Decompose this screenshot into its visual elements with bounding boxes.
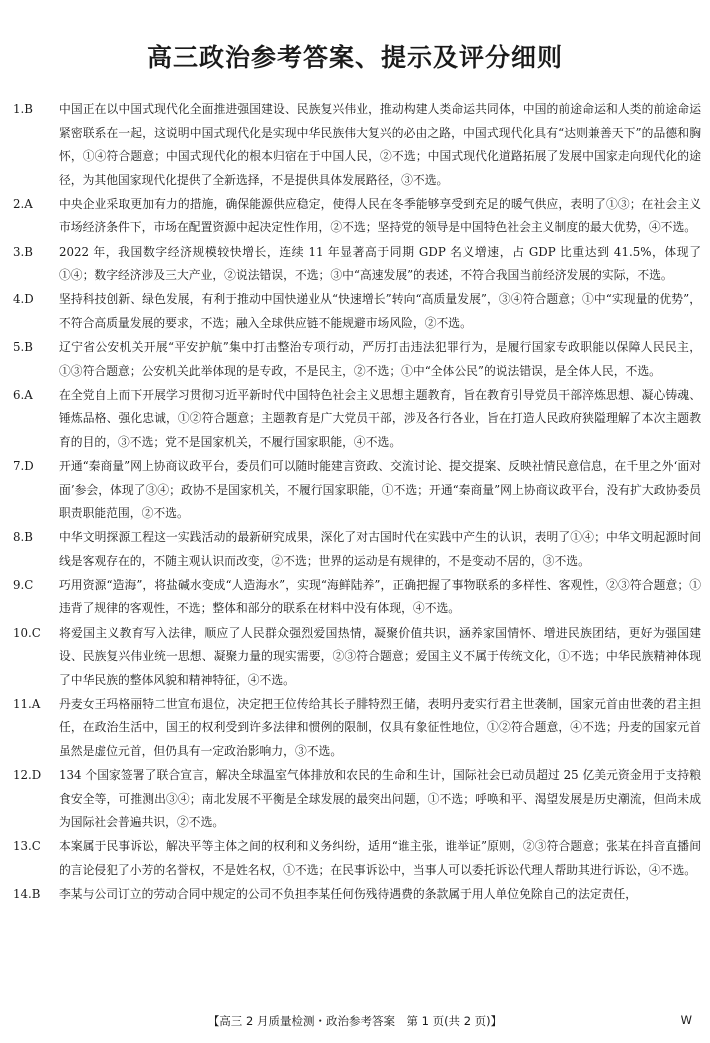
answer-explanation: 开通“秦商量”网上协商议政平台，委员们可以随时能建言资政、交流讨论、提交提案、反映社情民意信息，在千里之外‘面对面’参会，体现了③④；政协不是国家机关，不履行国家职能，①不选；开通“秦商量”网上协商议政平台，没有扩大政协委员职责职能范围，②不选。 [59, 458, 701, 521]
answer-explanation: 辽宁省公安机关开展“平安护航”集中打击整治专项行动，严厉打击违法犯罪行为，是履行国家专政职能以保障人民民主，①③符合题意；公安机关此举体现的是专政，不是民主，②不选；①中“全体公民”的说法错误，是全体人民，不选。 [59, 339, 701, 378]
answer-explanation: 李某与公司订立的劳动合同中规定的公司不负担李某任何伤残待遇费的条款属于用人单位免除自己的法定责任， [59, 887, 638, 902]
page-title: 高三政治参考答案、提示及评分细则 [146, 43, 563, 72]
page-footer [0, 1013, 710, 1029]
answer-explanation: 中国正在以中国式现代化全面推进强国建设、民族复兴伟业，推动构建人类命运共同体，中国的前途命运和人类的前途命运紧密联系在一起，这说明中国式现代化是实现中华民族伟大复兴的必由之路，中国式现代化具有“达则兼善天下”的品德和胸怀，①④符合题意；中国式现代化的根本归宿在于中国人民，②不选；中国式现代化道路拓展了发展中国家走向现代化的途径，为其他国家现代化提供了全新选择，不是提供具体发展路径，③不选。 [59, 102, 701, 187]
answer-number: 13.C [13, 839, 41, 854]
answer-item [13, 835, 701, 882]
answer-explanation: 中央企业采取更加有力的措施，确保能源供应稳定，使得人民在冬季能够享受到充足的暖气供应，表明了①③；在社会主义市场经济条件下，市场在配置资源中起决定性作用，②不选；坚持党的领导是中国特色社会主义制度的最大优势，④不选。 [59, 196, 701, 235]
answer-item [13, 764, 701, 835]
answer-item [13, 455, 701, 526]
answer-explanation: 丹麦女王玛格丽特二世宣布退位，决定把王位传给其长子腓特烈王储，表明丹麦实行君主世袭制，国家元首由世袭的君主担任，在政治生活中，国王的权利受到许多法律和惯例的限制，仅具有象征性地位，①②符合题意，④不选；丹麦的国家元首虽然是虚位元首，但仍具有一定政治影响力，③不选。 [59, 696, 701, 759]
answer-number: 6.A [13, 387, 33, 402]
answer-number: 10.C [13, 625, 41, 640]
answer-number: 5.B [13, 339, 33, 354]
answer-number: 3.B [13, 244, 33, 259]
answer-explanation: 2022 年，我国数字经济规模较快增长，连续 11 年显著高于同期 GDP 名义增速，占 GDP 比重达到 41.5%，体现了①④；数字经济涉及三大产业，②说法错误，不选；③中“高速发展”的表述，不符合我国当前经济发展的实际，不选。 [59, 244, 701, 283]
answer-number: 14.B [13, 887, 41, 902]
answer-item [13, 574, 701, 621]
answer-number: 11.A [13, 696, 41, 711]
answer-explanation: 坚持科技创新、绿色发展，有利于推动中国快递业从“快速增长”转向“高质量发展”，③④符合题意；①中“实现量的优势”，不符合高质量发展的要求，不选；融入全球供应链不能规避市场风险，②不选。 [59, 292, 701, 330]
answer-explanation: 将爱国主义教育写入法律，顺应了人民群众强烈爱国热情，凝聚价值共识，涵养家国情怀、增进民族团结，更好为强国建设、民族复兴伟业统一思想、凝聚力量的现实需要，②③符合题意；爱国主义不属于传统文化，①不选；中华民族精神体现了中华民族的整体风貌和精神特征，④不选。 [59, 625, 701, 687]
answer-number: 8.B [13, 530, 33, 545]
answer-item [13, 693, 701, 764]
answer-explanation: 在全党自上而下开展学习贯彻习近平新时代中国特色社会主义思想主题教育，旨在教育引导党员干部淬炼思想、凝心铸魂、锤炼品格、强化忠诚，①②符合题意；主题教育是广大党员干部，涉及各行各业，旨在打造人民政府狭隘理解了本次主题教育的目的，③不选；党不是国家机关，不履行国家职能，④不选。 [59, 387, 701, 449]
answer-explanation: 巧用资源“造海”，将盐碱水变成“人造海水”，实现“海鲜陆养”，正确把握了事物联系的多样性、客观性，②③符合题意；①违背了规律的客观性，不选；整体和部分的联系在材料中没有体现，④不选。 [59, 577, 701, 616]
answer-item [13, 98, 701, 192]
answer-item [13, 526, 701, 573]
answer-item [13, 241, 701, 288]
answer-item [13, 622, 701, 693]
answer-list [13, 98, 701, 907]
answer-number: 2.A [13, 196, 33, 211]
answer-item [13, 336, 701, 383]
answer-number: 12.D [13, 768, 42, 783]
answer-item [13, 288, 701, 335]
answer-item [13, 384, 701, 455]
answer-number: 4.D [13, 292, 34, 307]
answer-explanation: 134 个国家签署了联合宣言，解决全球温室气体排放和农民的生命和生计，国际社会已动员超过 25 亿美元资金用于支持粮食安全等，可推测出③④；南北发展不平衡是全球发展的最突出问题，①不选；呼唤和平、渴望发展是历史潮流，但尚未成为国际社会普遍共识，②不选。 [59, 768, 701, 830]
answer-number: 7.D [13, 458, 34, 473]
answer-item [13, 193, 701, 240]
answer-explanation: 本案属于民事诉讼，解决平等主体之间的权利和义务纠纷，适用“谁主张，谁举证”原则，②③符合题意；张某在抖音直播间的言论侵犯了小芳的名誉权，不是姓名权，①不选；在民事诉讼中，当事人可以委托诉讼代理人帮助其进行诉讼，④不选。 [59, 839, 701, 877]
footer-mark: W [680, 1013, 692, 1027]
answer-number: 1.B [13, 102, 33, 116]
answer-explanation: 中华文明探源工程这一实践活动的最新研究成果，深化了对古国时代在实践中产生的认识，表明了①④；中华文明起源时间线是客观存在的，不随主观认识而改变，②不选；世界的运动是有规律的，不是变动不居的，③不选。 [59, 530, 701, 568]
answer-item [13, 883, 701, 907]
footer-text: 【高三 2 月质量检测・政治参考答案 第 1 页(共 2 页)】 [207, 1014, 503, 1028]
answer-number: 9.C [13, 577, 34, 592]
